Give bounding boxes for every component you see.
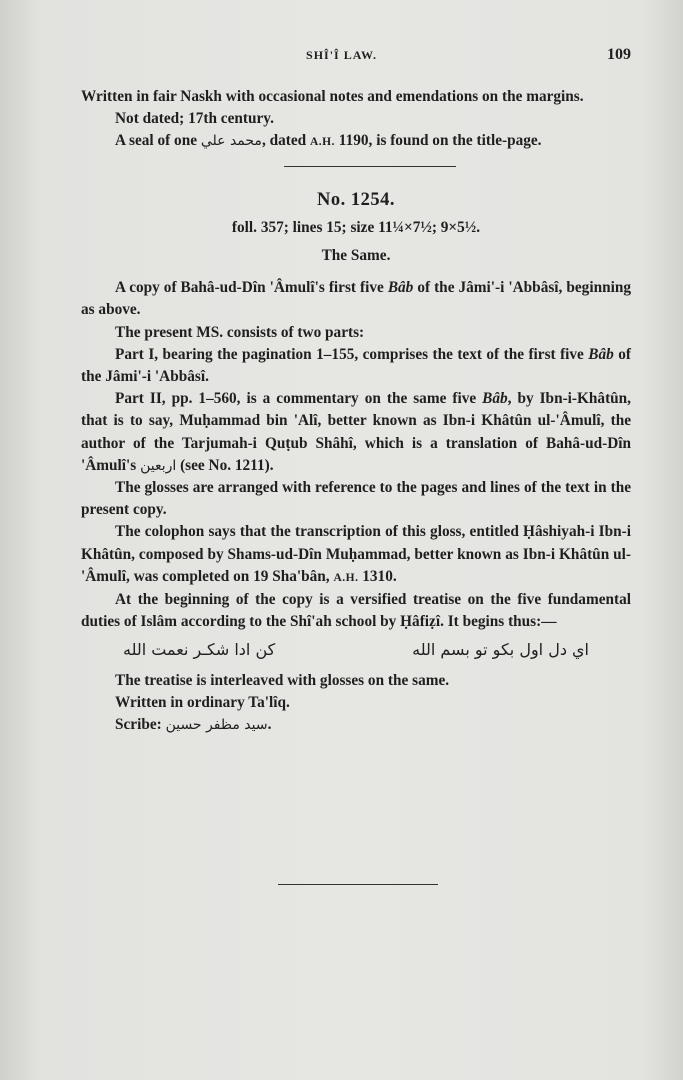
intro-paragraph-date: [81, 108, 631, 130]
p7-text: At the beginning of the copy is a versified treatise on the five fundamental duties of Islâm according to the Shî'ah school by Ḥâfiẓî. It begins thus:—: [81, 591, 631, 631]
body-paragraph-3: [81, 344, 631, 388]
body-paragraph-5: [81, 477, 631, 521]
body-paragraph-2: [81, 322, 631, 344]
scribe-line: [81, 714, 631, 736]
verse-hemistich-first: اي دل اول بكو تو بسم الله: [412, 640, 589, 660]
seal-era: A.H.: [309, 136, 335, 149]
intro-paragraph-seal: [81, 130, 631, 153]
p3-italic-bab: Bâb: [588, 345, 614, 363]
p2-text: The present MS. consists of two parts:: [115, 323, 365, 341]
end-divider: [278, 884, 438, 885]
page-content: [81, 86, 631, 885]
seal-name-arabic: محمد علي: [200, 133, 262, 150]
entry-collation: foll. 357; lines 15; size 11¼×7½; 9×5½.: [231, 218, 481, 236]
p5-text: The glosses are arranged with reference to the pages and lines of the text in the present copy.: [81, 479, 631, 519]
running-head: SHÎ'Î LAW.: [306, 48, 377, 62]
body-paragraph-6: [81, 521, 631, 589]
p8-text: The treatise is interleaved with glosses on the same.: [115, 671, 450, 689]
body-paragraph-4: [81, 388, 631, 477]
p3-text-c: of the Jâmi'-i 'Abbâsî.: [81, 345, 631, 386]
p6-era: A.H.: [333, 571, 359, 584]
page-number: 109: [607, 46, 631, 63]
persian-verse: [81, 637, 631, 665]
intro-line-2: Not dated; 17th century.: [115, 110, 274, 128]
body-paragraph-7: [81, 589, 631, 633]
section-divider: [284, 166, 456, 167]
p4-text-d: (see No. 1211).: [176, 456, 274, 474]
seal-text-after: 1190, is found on the title-page.: [334, 132, 542, 150]
body-paragraph-1: [81, 277, 631, 321]
p9-text: Written in ordinary Ta'lîq.: [115, 693, 290, 711]
scribe-end: .: [267, 716, 272, 734]
p1-italic-bab: Bâb: [387, 279, 414, 297]
scribe-label: Scribe:: [115, 716, 166, 734]
scribe-name-arabic: سيد مظفر حسين: [165, 717, 268, 734]
p6-text-b: 1310.: [358, 567, 397, 585]
intro-paragraph-script: [81, 86, 631, 108]
p4-text-a: Part II, pp. 1–560, is a commentary on the same five: [115, 390, 483, 408]
intro-line-1: Written in fair Naskh with occasional notes and emendations on the margins.: [81, 88, 584, 105]
p6-text-a: The colophon says that the transcription of this gloss, entitled Ḥâshiyah-i Ibn-i Khâtûn, composed by Shams-ud-Dîn Muḥammad, better known as Ibn-i Khâtûn ul-'Âmulî, was completed on 19 Sha'bân,: [81, 523, 631, 585]
verse-hemistich-second: كن ادا شكـر نعمت الله: [123, 640, 276, 660]
p3-text-a: Part I, bearing the pagination 1–155, comprises the text of the first five: [115, 345, 589, 363]
seal-text-middle: , dated: [261, 132, 310, 150]
entry-number: No. 1254.: [317, 189, 395, 210]
body-paragraph-8: [81, 670, 631, 692]
p1-text-a: A copy of Bahâ-ud-Dîn 'Âmulî's first five: [115, 279, 388, 297]
p4-text-c: , by Ibn-i-Khâtûn, that is to say, Muḥammad bin 'Alî, better known as Ibn-i Khâtûn ul-'Âmulî, the author of the Tarjumah-i Quṭub Shâhî, which is a translation of Bahâ-ud-Dîn 'Âmulî's: [81, 390, 631, 474]
seal-text-before: A seal of one: [115, 132, 201, 150]
body-paragraph-9: [81, 692, 631, 714]
entry-title: The Same.: [321, 247, 391, 265]
p4-italic-bab: Bâb: [482, 390, 508, 408]
page-header: [0, 46, 683, 70]
p4-arabic-title: اربعين: [140, 457, 177, 474]
p1-text-c: of the Jâmi'-i 'Abbâsî, beginning as above.: [81, 279, 631, 319]
